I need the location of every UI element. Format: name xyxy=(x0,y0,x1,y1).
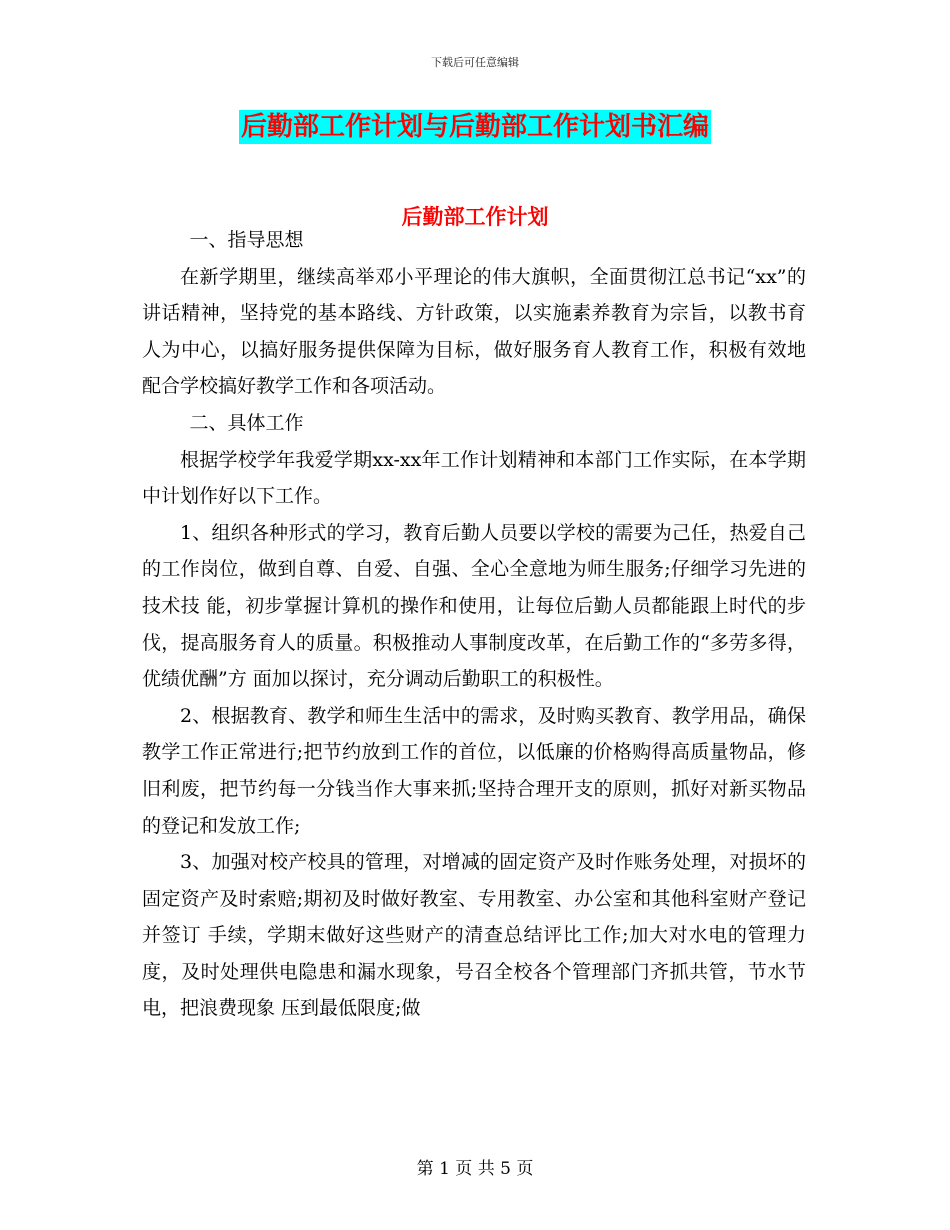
heading-specific-work: 二、具体工作 xyxy=(189,411,304,434)
paragraph-item-1: 1、组织各种形式的学习，教育后勤人员要以学校的需要为己任，热爱自己的工作岗位，做到自尊、自爱、自强、全心全意地为师生服务;仔细学习先进的技术技 能，初步掌握计算机的操作和使用，让每位后勤人员都能跟上时代的步伐，提高服务育人的质量。积极推动人事制度改革，在后勤工作的“多劳多得，优绩优酬”方 面加以探讨，充分调动后勤职工的积极性。 xyxy=(142,521,806,691)
paragraph-item-2: 2、根据教育、教学和师生生活中的需求，及时购买教育、教学用品，确保教学工作正常进行;把节约放到工作的首位，以低廉的价格购得高质量物品，修旧利废，把节约每一分钱当作大事来抓;坚持合理开支的原则，抓好对新买物品的登记和发放工作; xyxy=(142,704,806,837)
paragraph-intro: 根据学校学年我爱学期xx-xx年工作计划精神和本部门工作实际，在本学期中计划作好以下工作。 xyxy=(142,448,806,508)
page-footer: 第 1 页 共 5 页 xyxy=(416,1159,534,1179)
main-title: 后勤部工作计划与后勤部工作计划书汇编 xyxy=(240,112,709,142)
paragraph-guiding-thought: 在新学期里，继续高举邓小平理论的伟大旗帜，全面贯彻江总书记“xx”的讲话精神，坚持党的基本路线、方针政策，以实施素养教育为宗旨，以教书育人为中心，以搞好服务提供保障为目标，做好服务育人教育工作，积极有效地配合学校搞好教学工作和各项活动。 xyxy=(142,265,806,398)
heading-guiding-thought: 一、指导思想 xyxy=(189,229,304,251)
header-note: 下载后可任意编辑 xyxy=(431,56,519,69)
paragraph-item-3: 3、加强对校产校具的管理，对增减的固定资产及时作账务处理，对损坏的固定资产及时索赔;期初及时做好教室、专用教室、办公室和其他科室财产登记并签订 手续，学期末做好这些财产的清查总结评比工作;加大对水电的管理力度，及时处理供电隐患和漏水现象，号召全校各个管理部门齐抓共管，节水节电，把浪费现象 压到最低限度;做 xyxy=(142,851,806,1020)
main-title-container xyxy=(0,110,950,144)
section-title: 后勤部工作计划 xyxy=(401,204,549,229)
document-body xyxy=(142,222,806,1027)
